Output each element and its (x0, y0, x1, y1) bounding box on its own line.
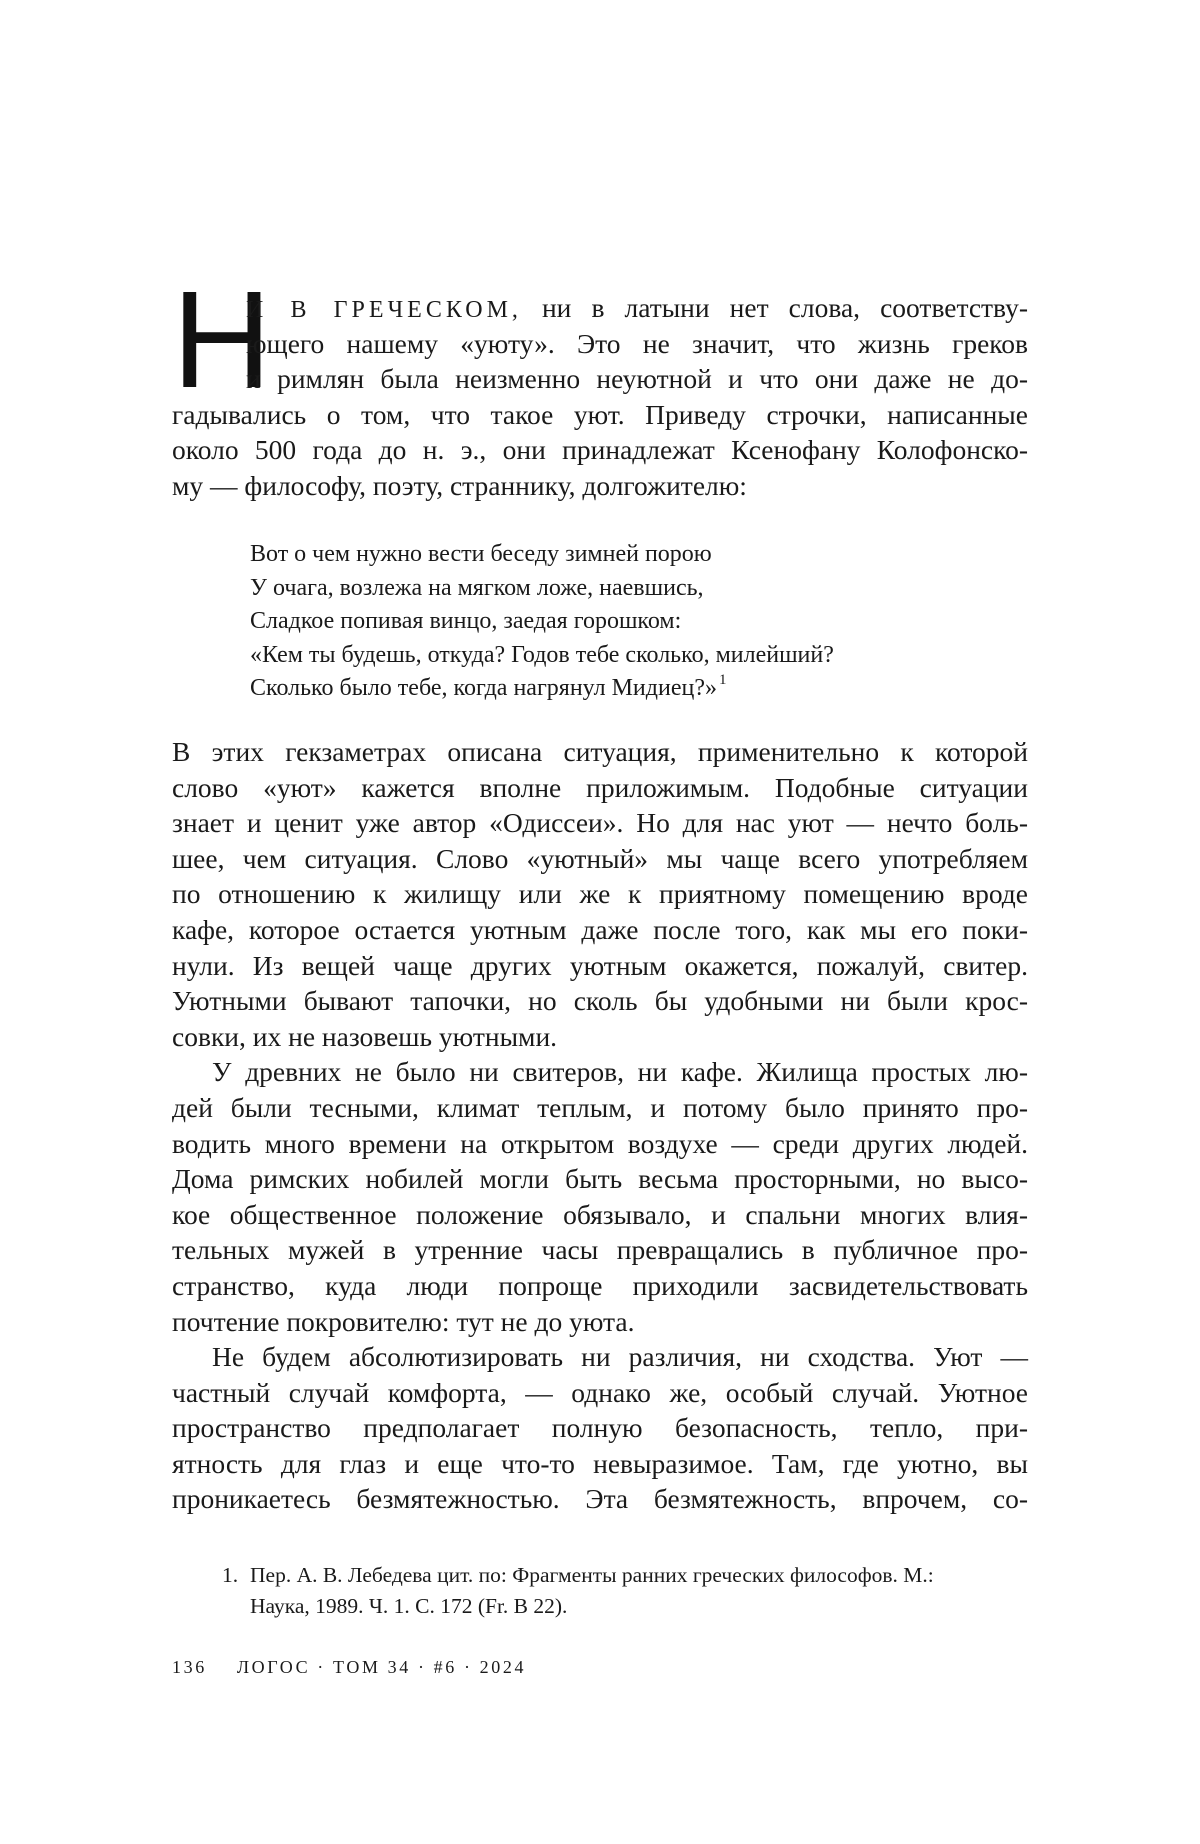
verse-line: У очага, возлежа на мягком ложе, наевшись, (250, 574, 704, 601)
body-line: нули. Из вещей чаще других уютным окажется, пожалуй, свитер. (172, 949, 1028, 981)
drop-cap: Н (172, 263, 270, 417)
footnote-line: 1. Пер. А. В. Лебедева цит. по: Фрагменты ранних греческих философов. М.: (222, 1560, 1028, 1591)
paragraph (172, 734, 1028, 1054)
body-line: В этих гекзаметрах описана ситуация, применительно к которой (172, 736, 1028, 767)
body-text (172, 734, 1028, 1517)
verse-line: Вот о чем нужно вести беседу зимней порою (250, 541, 712, 567)
body-line: слово «уют» кажется вполне приложимым. Подобные ситуации (172, 771, 1028, 803)
footnote-reference[interactable]: 1 (718, 672, 727, 689)
smallcaps-lead: И В ГРЕЧЕСКОМ, (246, 297, 522, 323)
footnote-line: Наука, 1989. Ч. 1. С. 172 (Fr. B 22). (250, 1594, 568, 1618)
opening-line: И В ГРЕЧЕСКОМ, ни в латыни нет слова, соответству- (246, 292, 1028, 323)
verse-quote (250, 538, 950, 706)
opening-line: му — философу, поэту, страннику, долгожителю: (172, 469, 747, 501)
body-line: водить много времени на открытом воздухе — среди других людей. (172, 1127, 1028, 1159)
body-line: ятность для глаз и еще что-то невыразимое. Там, где уютно, вы (172, 1447, 1028, 1479)
body-line: частный случай комфорта, — однако же, особый случай. Уютное (172, 1376, 1028, 1408)
verse-line: Сколько было тебе, когда нагрянул Мидиец?» $^1$ (250, 672, 727, 702)
body-line: Не будем абсолютизировать ни различия, ни сходства. Уют — (212, 1341, 1028, 1373)
footnote (222, 1560, 1028, 1622)
body-line: дей были тесными, климат теплым, и потому было принято про- (172, 1091, 1028, 1123)
paragraph (172, 1054, 1028, 1339)
body-line: Дома римских нобилей могли быть весьма просторными, но высо- (172, 1163, 1028, 1195)
body-line: кое общественное положение обязывало, и спальни многих влия- (172, 1198, 1028, 1230)
body-line: совки, их не назовешь уютными. (172, 1020, 558, 1052)
body-line: странство, куда люди попроще приходили засвидетельствовать (172, 1269, 1028, 1301)
page-number: 136 (172, 1657, 207, 1677)
paragraph (172, 1339, 1028, 1517)
footnote-number: 1. (222, 1563, 239, 1587)
running-title: ЛОГОС · ТОМ 34 · #6 · 2024 (236, 1657, 527, 1677)
body-line: Уютными бывают тапочки, но сколь бы удобными ни были крос- (172, 985, 1028, 1017)
body-line: почтение покровителю: тут не до уюта. (172, 1305, 635, 1337)
opening-paragraph (172, 290, 1028, 504)
opening-line: около 500 года до н. э., они принадлежат Ксенофану Колофонско- (172, 434, 1028, 466)
body-line: тельных мужей в утренние часы превращались в публичное про- (172, 1234, 1028, 1266)
opening-line: и римлян была неизменно неуютной и что они даже не до- (246, 363, 1028, 395)
body-line: по отношению к жилищу или же к приятному помещению вроде (172, 878, 1028, 910)
body-line: знает и ценит уже автор «Одиссеи». Но для нас уют — нечто боль- (172, 807, 1028, 839)
opening-line: ющего нашему «уюту». Это не значит, что жизнь греков (246, 327, 1028, 359)
body-line: пространство предполагает полную безопасность, тепло, при- (172, 1412, 1028, 1444)
body-line: У древних не было ни свитеров, ни кафе. Жилища простых лю- (212, 1056, 1028, 1088)
body-line: проникаетесь безмятежностью. Эта безмятежность, впрочем, со- (172, 1483, 1028, 1515)
opening-line: гадывались о том, что такое уют. Приведу строчки, написанные (172, 398, 1028, 430)
verse-line: «Кем ты будешь, откуда? Годов тебе сколько, милейший? (250, 641, 834, 668)
page-footer (172, 1657, 526, 1678)
verse-line: Сладкое попивая винцо, заедая горошком: (250, 608, 682, 635)
body-line: кафе, которое остается уютным даже после того, как мы его поки- (172, 913, 1028, 945)
body-line: шее, чем ситуация. Слово «уютный» мы чаще всего употребляем (172, 842, 1028, 874)
